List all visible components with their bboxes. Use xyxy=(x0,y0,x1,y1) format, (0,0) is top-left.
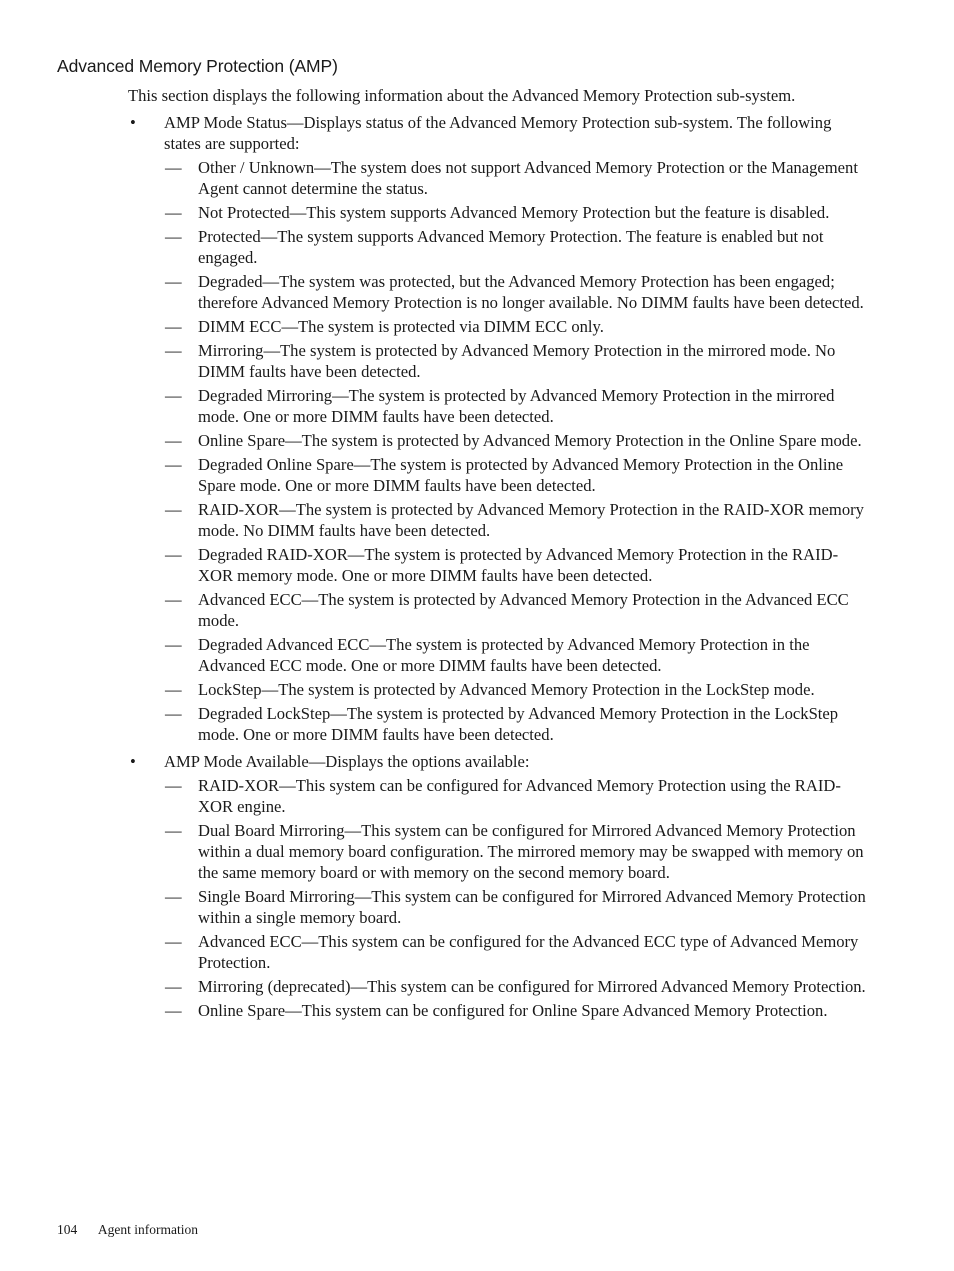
page-footer xyxy=(57,1221,198,1239)
dash-icon: — xyxy=(165,704,182,723)
list-item xyxy=(164,202,870,223)
options-list xyxy=(164,775,870,1021)
list-item xyxy=(164,589,870,631)
bullet-amp-mode-status xyxy=(128,112,870,745)
page-number: 104 xyxy=(57,1222,78,1237)
list-item-text: Advanced ECC—The system is protected by Advanced Memory Protection in the Advanced ECC mode. xyxy=(198,590,849,630)
bullet-text: AMP Mode Status—Displays status of the Advanced Memory Protection sub-system. The following states are supported: xyxy=(164,113,832,153)
dash-icon: — xyxy=(165,500,182,519)
list-item xyxy=(164,499,870,541)
list-item-text: Protected—The system supports Advanced Memory Protection. The feature is enabled but not engaged. xyxy=(198,227,824,267)
list-item-text: Other / Unknown—The system does not support Advanced Memory Protection or the Management Agent cannot determine the status. xyxy=(198,158,858,198)
list-item xyxy=(164,886,870,928)
dash-icon: — xyxy=(165,158,182,177)
section-body xyxy=(128,85,870,1027)
list-item-text: Mirroring (deprecated)—This system can be configured for Mirrored Advanced Memory Protection. xyxy=(198,977,866,996)
list-item xyxy=(164,385,870,427)
list-item-text: RAID-XOR—This system can be configured for Advanced Memory Protection using the RAID-XOR engine. xyxy=(198,776,841,816)
list-item-text: Online Spare—This system can be configured for Online Spare Advanced Memory Protection. xyxy=(198,1001,828,1020)
section-heading: Advanced Memory Protection (AMP) xyxy=(57,56,338,76)
list-item-text: Advanced ECC—This system can be configured for the Advanced ECC type of Advanced Memory Protection. xyxy=(198,932,859,972)
list-item-text: Dual Board Mirroring—This system can be configured for Mirrored Advanced Memory Protection within a dual memory board configuration. The mirrored memory may be swapped with memory on the same memory board or with memory on the second memory board. xyxy=(198,821,864,882)
list-item xyxy=(164,703,870,745)
list-item xyxy=(164,775,870,817)
list-item-text: Degraded—The system was protected, but the Advanced Memory Protection has been engaged; therefore Advanced Memory Protection is no longer available. No DIMM faults have been detected. xyxy=(198,272,864,312)
list-item-text: DIMM ECC—The system is protected via DIMM ECC only. xyxy=(198,317,604,336)
dash-icon: — xyxy=(165,341,182,360)
list-item xyxy=(164,931,870,973)
list-item xyxy=(164,820,870,883)
dash-icon: — xyxy=(165,272,182,291)
list-item xyxy=(164,679,870,700)
list-item xyxy=(164,544,870,586)
dash-icon: — xyxy=(165,227,182,246)
list-item xyxy=(164,157,870,199)
dash-icon: — xyxy=(165,977,182,996)
dash-icon: — xyxy=(165,680,182,699)
list-item xyxy=(164,340,870,382)
dash-icon: — xyxy=(165,545,182,564)
list-item xyxy=(164,976,870,997)
list-item-text: Not Protected—This system supports Advanced Memory Protection but the feature is disabled. xyxy=(198,203,830,222)
list-item-text: Online Spare—The system is protected by Advanced Memory Protection in the Online Spare mode. xyxy=(198,431,862,450)
list-item xyxy=(164,634,870,676)
status-list xyxy=(164,157,870,745)
dash-icon: — xyxy=(165,431,182,450)
list-item-text: Degraded LockStep—The system is protected by Advanced Memory Protection in the LockStep mode. One or more DIMM faults have been detected. xyxy=(198,704,839,744)
dash-icon: — xyxy=(165,932,182,951)
bullet-icon: • xyxy=(130,752,136,771)
list-item-text: LockStep—The system is protected by Advanced Memory Protection in the LockStep mode. xyxy=(198,680,815,699)
list-item xyxy=(164,226,870,268)
list-item xyxy=(164,454,870,496)
list-item-text: Degraded Advanced ECC—The system is protected by Advanced Memory Protection in the Advanced ECC mode. One or more DIMM faults have been detected. xyxy=(198,635,810,675)
dash-icon: — xyxy=(165,590,182,609)
dash-icon: — xyxy=(165,635,182,654)
list-item xyxy=(164,316,870,337)
dash-icon: — xyxy=(165,821,182,840)
intro-paragraph: This section displays the following information about the Advanced Memory Protection sub-system. xyxy=(128,86,796,105)
dash-icon: — xyxy=(165,776,182,795)
list-item-text: Mirroring—The system is protected by Advanced Memory Protection in the mirrored mode. No DIMM faults have been detected. xyxy=(198,341,836,381)
dash-icon: — xyxy=(165,203,182,222)
list-item xyxy=(164,271,870,313)
dash-icon: — xyxy=(165,1001,182,1020)
dash-icon: — xyxy=(165,887,182,906)
list-item xyxy=(164,430,870,451)
bullet-text: AMP Mode Available—Displays the options available: xyxy=(164,752,530,771)
dash-icon: — xyxy=(165,455,182,474)
list-item-text: RAID-XOR—The system is protected by Advanced Memory Protection in the RAID-XOR memory mode. No DIMM faults have been detected. xyxy=(198,500,864,540)
bullet-amp-mode-available xyxy=(128,751,870,1021)
list-item-text: Single Board Mirroring—This system can be configured for Mirrored Advanced Memory Protection within a single memory board. xyxy=(198,887,866,927)
dash-icon: — xyxy=(165,386,182,405)
list-item-text: Degraded Mirroring—The system is protected by Advanced Memory Protection in the mirrored mode. One or more DIMM faults have been detected. xyxy=(198,386,835,426)
dash-icon: — xyxy=(165,317,182,336)
list-item xyxy=(164,1000,870,1021)
bullet-icon: • xyxy=(130,113,136,132)
list-item-text: Degraded Online Spare—The system is protected by Advanced Memory Protection in the Online Spare mode. One or more DIMM faults have been detected. xyxy=(198,455,844,495)
list-item-text: Degraded RAID-XOR—The system is protected by Advanced Memory Protection in the RAID-XOR memory mode. One or more DIMM faults have been detected. xyxy=(198,545,839,585)
footer-section-title: Agent information xyxy=(97,1222,198,1237)
